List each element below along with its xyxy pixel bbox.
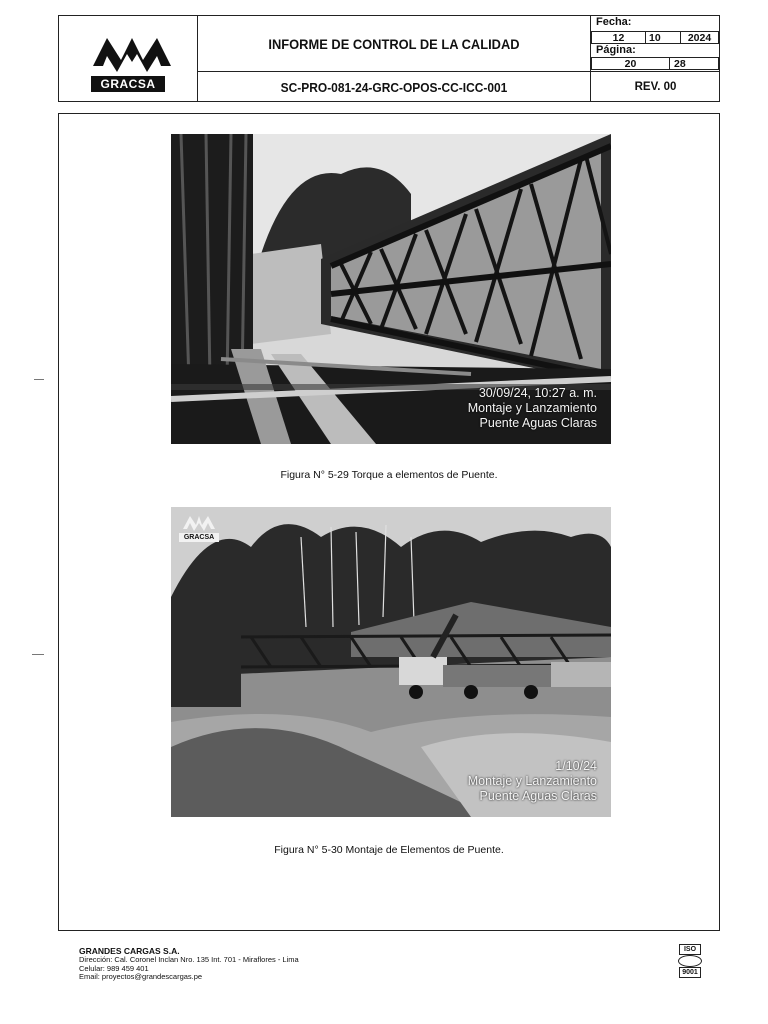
document-header (58, 15, 720, 102)
stamp-line: 30/09/24, 10:27 a. m. (478, 386, 597, 400)
company-name: GRANDES CARGAS S.A. (79, 946, 180, 956)
date-year: 2024 (680, 31, 719, 44)
stamp-line: Montaje y Lanzamiento (467, 774, 597, 788)
margin-mark (32, 654, 44, 655)
date-day: 12 (591, 31, 646, 44)
figure-caption: Figura N° 5-30 Montaje de Elementos de Puente. (274, 844, 504, 856)
logo-wordmark: GRACSA (91, 76, 165, 92)
stamp-line: Puente Aguas Claras (479, 416, 597, 430)
stamp-line: Puente Aguas Claras (479, 789, 597, 803)
header-divider (197, 16, 198, 101)
stamp-line: Montaje y Lanzamiento (467, 401, 597, 415)
watermark-wordmark: GRACSA (179, 533, 219, 542)
margin-mark (34, 379, 44, 380)
company-phone: Celular: 989 459 401 (79, 963, 149, 973)
content-frame (58, 113, 720, 931)
photo-timestamp (468, 386, 597, 431)
page-footer (79, 947, 499, 982)
company-email: Email: proyectos@grandescargas.pe (79, 972, 203, 982)
bridge-truss-photo (171, 134, 611, 444)
page-current: 20 (591, 57, 670, 70)
company-address: Dirección: Cal. Coronel Inclan Nro. 135 Int. 701 - Miraflores - Lima (79, 955, 299, 965)
stamp-line: 1/10/24 (555, 759, 597, 773)
page-total: 28 (669, 57, 719, 70)
iso-certification-icon (676, 944, 702, 978)
iso-top-label: ISO (679, 944, 701, 955)
iso-bottom-label: 9001 (679, 967, 701, 978)
gracsa-watermark-icon (179, 513, 219, 533)
date-label: Fecha: (596, 16, 632, 28)
revision-label: REV. 00 (634, 81, 677, 93)
date-month: 10 (645, 31, 681, 44)
document-code: SC-PRO-081-24-GRC-OPOS-CC-ICC-001 (280, 79, 508, 95)
figure-caption: Figura N° 5-29 Torque a elementos de Puente. (280, 469, 498, 481)
bridge-assembly-photo (171, 507, 611, 817)
report-title: INFORME DE CONTROL DE LA CALIDAD (268, 35, 520, 52)
photo-timestamp (468, 759, 597, 804)
iso-seal (678, 955, 702, 967)
page-label: Página: (596, 44, 636, 56)
